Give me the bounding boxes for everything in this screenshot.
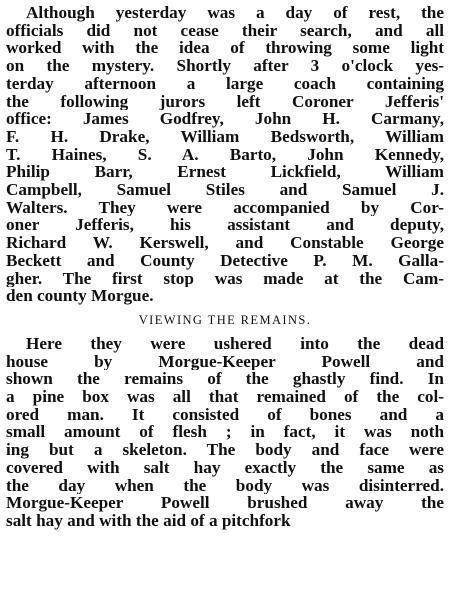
newspaper-column <box>6 4 444 530</box>
text-line: small amount of flesh ; in fact, it was noth <box>6 423 444 442</box>
text-line: gher. The first stop was made at the Cam- <box>6 269 444 288</box>
text-line: Philip Barr, Ernest Lickfield, William <box>6 163 444 182</box>
text-line: Here they were ushered into the dead <box>26 334 444 353</box>
text-line: T. Haines, S. A. Barto, John Kennedy, <box>6 145 444 164</box>
text-line: officials did not cease their search, and all <box>6 21 444 40</box>
text-line: on the mystery. Shortly after 3 o'clock yes- <box>6 57 444 75</box>
text-line: den county Morgue. <box>6 287 154 305</box>
text-line: F. H. Drake, William Bedsworth, William <box>6 127 444 146</box>
text-line: a pine box was all that remained of the col- <box>6 388 444 406</box>
text-line: ing but a skeleton. The body and face were <box>6 441 444 459</box>
paragraph-search-party <box>6 4 444 305</box>
text-line: terday afternoon a large coach containing <box>6 74 444 93</box>
text-line: salt hay and with the aid of a pitchfork <box>6 511 291 530</box>
text-line: Although yesterday was a day of rest, the <box>26 4 444 22</box>
text-line: Walters. They were accompanied by Cor- <box>6 198 444 217</box>
text-line: oner Jefferis, his assistant and deputy, <box>6 216 444 235</box>
text-line: the day when the body was disinterred. <box>6 476 444 495</box>
text-line: house by Morgue-Keeper Powell and <box>6 352 444 371</box>
section-heading: VIEWING THE REMAINS. <box>138 312 312 327</box>
text-line: Richard W. Kerswell, and Constable George <box>6 234 444 252</box>
text-line: office: James Godfrey, John H. Carmany, <box>6 110 444 128</box>
text-line: shown the remains of the ghastly find. In <box>6 370 444 389</box>
text-line: Campbell, Samuel Stiles and Samuel J. <box>6 181 444 199</box>
paragraph-viewing-remains <box>6 335 444 530</box>
text-line: worked with the idea of throwing some light <box>6 39 444 58</box>
text-line: the following jurors left Coroner Jefferis' <box>6 92 444 111</box>
text-line: ored man. It consisted of bones and a <box>6 405 444 424</box>
text-line: Beckett and County Detective P. M. Galla- <box>6 251 444 270</box>
text-line: Morgue-Keeper Powell brushed away the <box>6 494 444 512</box>
text-line: covered with salt hay exactly the same as <box>6 458 444 477</box>
